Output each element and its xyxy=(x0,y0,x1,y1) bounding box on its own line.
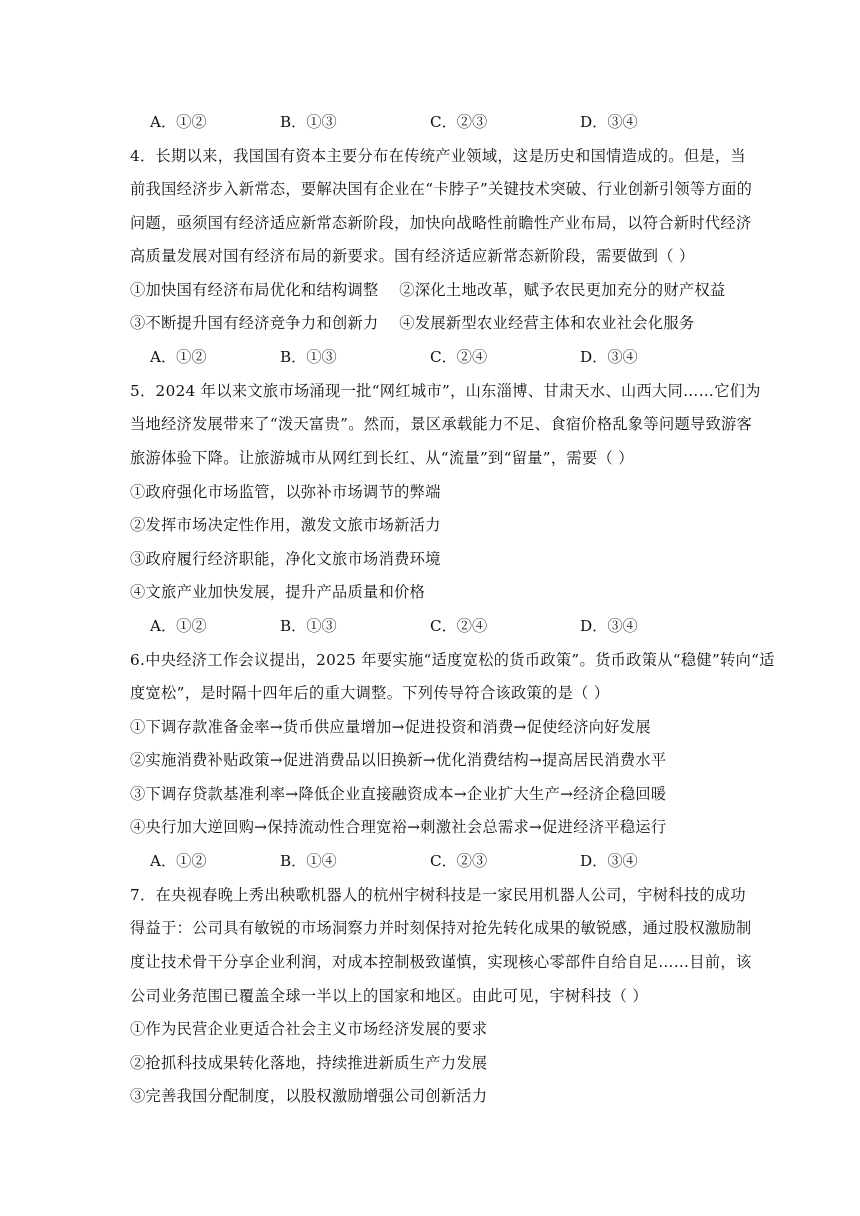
q6-stem-line: 6.中央经济工作会议提出，2025 年要实施“适度宽松的货币政策”。货币政策从“稳健”转向“适 xyxy=(130,651,775,669)
q5-stem-line: 5．2024 年以来文旅市场涌现一批“网红城市”，山东淄博、甘肃天水、山西大同……它们为 xyxy=(130,382,761,400)
q6-option-c: C．②③ xyxy=(430,852,488,870)
q6-statement: ①下调存款准备金率→货币供应量增加→促进投资和消费→促使经济向好发展 xyxy=(130,718,651,736)
q4-statement: ③不断提升国有经济竞争力和创新力 ④发展新型农业经营主体和农业社会化服务 xyxy=(130,314,695,332)
q3-options xyxy=(150,112,710,132)
q4-options xyxy=(150,347,710,367)
q7-stem-line: 得益于：公司具有敏锐的市场洞察力并时刻保持对抢先转化成果的敏锐感，通过股权激励制 xyxy=(130,919,752,937)
q4-option-a: A．①② xyxy=(150,348,207,366)
q3-option-b: B．①③ xyxy=(280,113,337,131)
q3-option-c: C．②③ xyxy=(430,113,488,131)
q7-statement: ①作为民营企业更适合社会主义市场经济发展的要求 xyxy=(130,1020,488,1038)
q4-stem-line: 4．长期以来，我国国有资本主要分布在传统产业领域，这是历史和国情造成的。但是，当 xyxy=(130,147,746,165)
q5-options xyxy=(150,616,710,636)
q7-stem-line: 7．在央视春晚上秀出秧歌机器人的杭州宇树科技是一家民用机器人公司，宇树科技的成功 xyxy=(130,886,746,904)
q6-stem-line: 度宽松”，是时隔十四年后的重大调整。下列传导符合该政策的是（ ） xyxy=(130,684,610,702)
q5-statement: ②发挥市场决定性作用，激发文旅市场新活力 xyxy=(130,516,441,534)
q7-statement: ③完善我国分配制度，以股权激励增强公司创新活力 xyxy=(130,1087,488,1105)
q7-stem-line: 度让技术骨干分享企业利润，对成本控制极致谨慎，实现核心零部件自给自足……目前，该 xyxy=(130,953,752,971)
q6-statement: ③下调存贷款基准利率→降低企业直接融资成本→企业扩大生产→经济企稳回暖 xyxy=(130,785,667,803)
q5-option-b: B．①③ xyxy=(280,617,337,635)
q6-options xyxy=(150,851,710,871)
q6-option-a: A．①② xyxy=(150,852,207,870)
q4-option-d: D．③④ xyxy=(580,348,638,366)
q4-option-c: C．②④ xyxy=(430,348,488,366)
q5-option-c: C．②④ xyxy=(430,617,488,635)
q5-statement: ③政府履行经济职能，净化文旅市场消费环境 xyxy=(130,550,441,568)
q4-stem-line: 问题，亟须国有经济适应新常态新阶段，加快向战略性前瞻性产业布局，以符合新时代经济 xyxy=(130,214,752,232)
q4-stem-line: 高质量发展对国有经济布局的新要求。国有经济适应新常态新阶段，需要做到（ ） xyxy=(130,247,695,265)
q5-statement: ①政府强化市场监管，以弥补市场调节的弊端 xyxy=(130,483,441,501)
q4-option-b: B．①③ xyxy=(280,348,337,366)
q4-statement: ①加快国有经济布局优化和结构调整 ②深化土地改革，赋予农民更加充分的财产权益 xyxy=(130,281,726,299)
q6-statement: ④央行加大逆回购→保持流动性合理宽裕→刺激社会总需求→促进经济平稳运行 xyxy=(130,818,667,836)
q4-stem-line: 前我国经济步入新常态，要解决国有企业在“卡脖子”关键技术突破、行业创新引领等方面的 xyxy=(130,180,753,198)
q5-stem-line: 旅游体验下降。让旅游城市从网红到长红、从“流量”到“留量”，需要（ ） xyxy=(130,449,634,467)
q3-option-d: D．③④ xyxy=(580,113,638,131)
q7-stem-line: 公司业务范围已覆盖全球一半以上的国家和地区。由此可见，宇树科技（ ） xyxy=(130,987,648,1005)
q6-option-b: B．①④ xyxy=(280,852,337,870)
q3-option-a: A．①② xyxy=(150,113,207,131)
q5-option-d: D．③④ xyxy=(580,617,638,635)
q6-option-d: D．③④ xyxy=(580,852,638,870)
q5-statement: ④文旅产业加快发展，提升产品质量和价格 xyxy=(130,583,426,601)
q6-statement: ②实施消费补贴政策→促进消费品以旧换新→优化消费结构→提高居民消费水平 xyxy=(130,751,667,769)
q5-stem-line: 当地经济发展带来了“泼天富贵”。然而，景区承载能力不足、食宿价格乱象等问题导致游客 xyxy=(130,415,753,433)
q5-option-a: A．①② xyxy=(150,617,207,635)
q7-statement: ②抢抓科技成果转化落地，持续推进新质生产力发展 xyxy=(130,1054,488,1072)
